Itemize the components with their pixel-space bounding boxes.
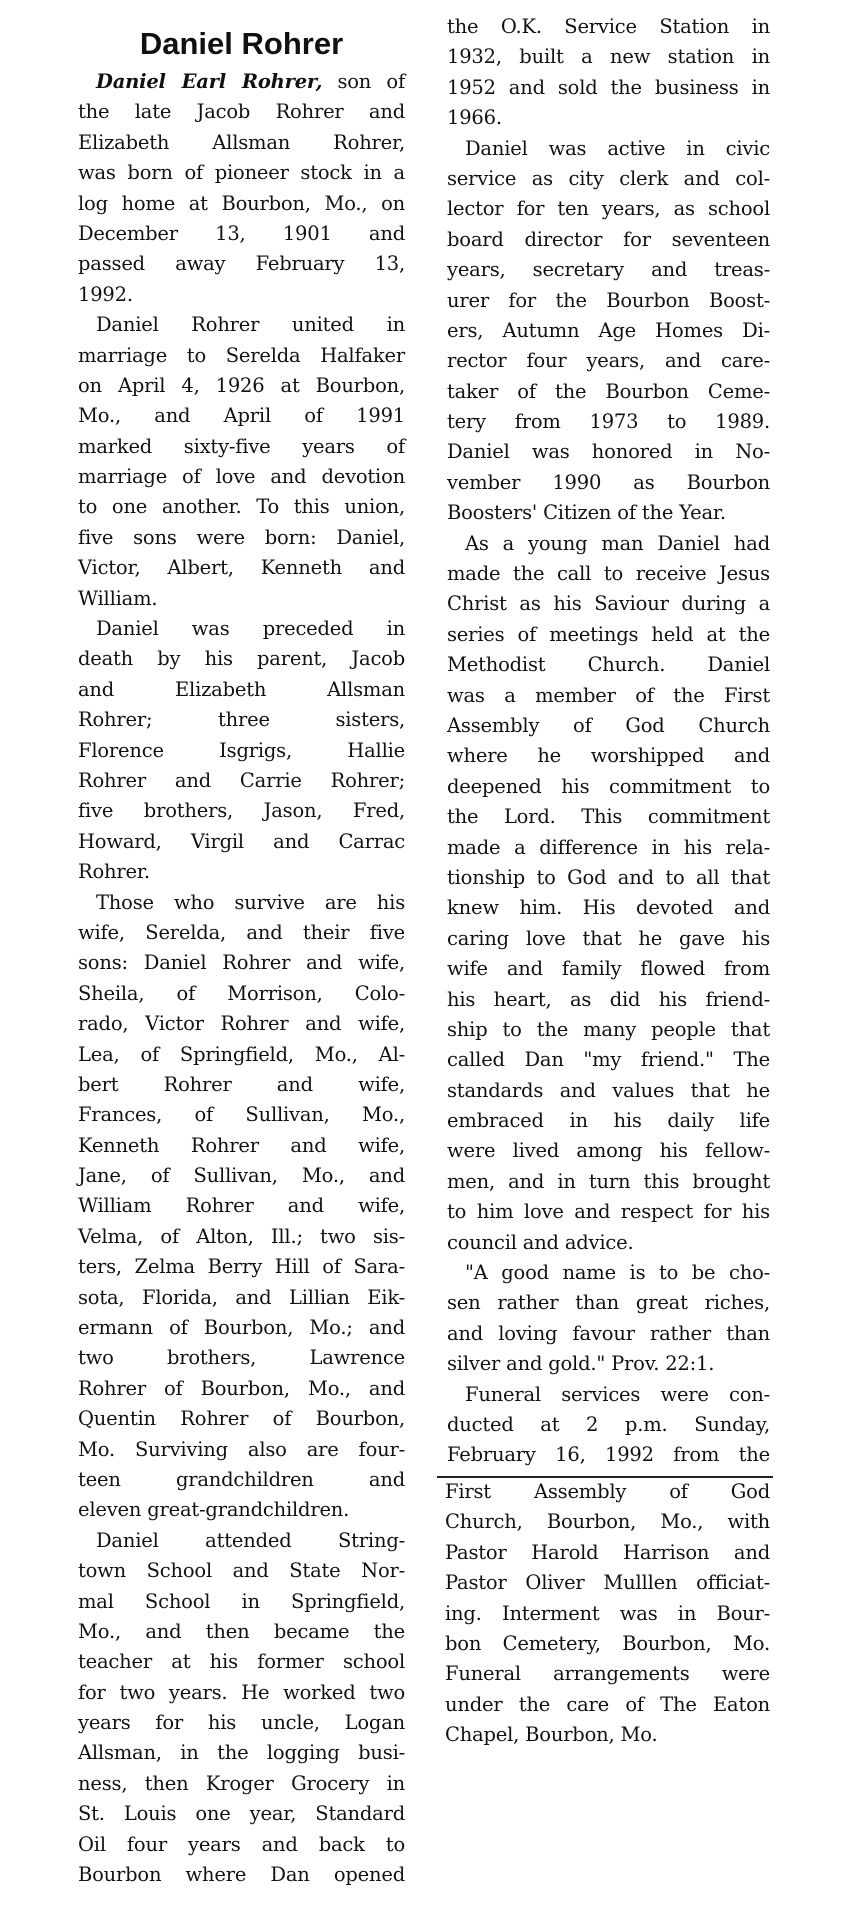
text-line: Velma, of Alton, Ill.; two sis- <box>78 1224 405 1248</box>
text-line: under the care of The Eaton <box>445 1692 770 1716</box>
text-line: lector for ten years, as school <box>447 197 770 221</box>
text-line: and loving favour rather than <box>447 1321 770 1345</box>
paragraph <box>78 1526 405 1891</box>
paragraph <box>447 12 770 134</box>
text-line: Mo. Surviving also are four- <box>78 1437 405 1461</box>
text-line: log home at Bourbon, Mo., on <box>78 191 405 215</box>
text-line: the Lord. This commitment <box>447 805 770 829</box>
text-line: Daniel attended String- <box>96 1528 405 1552</box>
text-line: bert Rohrer and wife, <box>78 1072 405 1096</box>
text-line: December 13, 1901 and <box>78 221 405 245</box>
text-line: Rohrer; three sisters, <box>78 708 405 732</box>
text-line: Funeral arrangements were <box>445 1662 770 1686</box>
text-line: tionship to God and to all that <box>447 865 770 889</box>
text-line: urer for the Bourbon Boost- <box>447 288 770 312</box>
paragraph <box>78 888 405 1526</box>
text-line: ship to the many people that <box>447 1017 770 1041</box>
text-line: silver and gold." Prov. 22:1. <box>447 1352 715 1376</box>
paragraph <box>78 614 405 888</box>
text-line: men, and in turn this brought <box>447 1169 770 1193</box>
text-line: rector four years, and care- <box>447 349 770 373</box>
text-line: Methodist Church. Daniel <box>447 653 770 677</box>
text-line: Victor, Albert, Kenneth and <box>78 556 405 580</box>
text-line: eleven great-grandchildren. <box>78 1498 350 1522</box>
text-line: standards and values that he <box>447 1078 770 1102</box>
text-line: the O.K. Service Station in <box>447 15 770 38</box>
text-line: ness, then Kroger Grocery in <box>78 1771 405 1795</box>
text-line: years for his uncle, Logan <box>78 1711 405 1735</box>
text-line: Daniel was honored in No- <box>447 440 770 464</box>
text-line: ducted at 2 p.m. Sunday, <box>447 1412 770 1436</box>
text-line: town School and State Nor- <box>78 1559 405 1583</box>
text-line: series of meetings held at the <box>447 622 770 646</box>
text-line: Frances, of Sullivan, Mo., <box>78 1103 405 1127</box>
text-line: Daniel Rohrer united in <box>96 313 405 337</box>
text-line: Oil four years and back to <box>78 1832 405 1856</box>
text-line: caring love that he gave his <box>447 926 770 950</box>
text-line: Rohrer and Carrie Rohrer; <box>78 768 405 792</box>
paragraph <box>447 1380 770 1471</box>
text-line: teacher at his former school <box>78 1650 405 1674</box>
text-line: tery from 1973 to 1989. <box>447 410 770 434</box>
paragraph <box>445 1477 770 1751</box>
text-line: ing. Interment was in Bour- <box>445 1601 770 1625</box>
text-line: 1952 and sold the business in <box>447 75 770 99</box>
text-line: wife and family flowed from <box>447 957 770 981</box>
text-line: Daniel was preceded in <box>96 617 405 641</box>
text-line: ters, Zelma Berry Hill of Sara- <box>78 1255 405 1279</box>
text-line: five brothers, Jason, Fred, <box>78 799 405 823</box>
text-line: taker of the Bourbon Ceme- <box>447 379 770 403</box>
text-line: was a member of the First <box>447 683 770 707</box>
text-line: Sheila, of Morrison, Colo- <box>78 981 405 1005</box>
paragraph <box>447 529 770 1258</box>
text-line: Chapel, Bourbon, Mo. <box>445 1723 658 1747</box>
text-line <box>78 67 405 97</box>
obituary-title: Daniel Rohrer <box>139 26 344 61</box>
text-line: vember 1990 as Bourbon <box>447 470 770 494</box>
text-line: years, secretary and treas- <box>447 258 770 282</box>
text-line: deepened his commitment to <box>447 774 770 798</box>
text-line: rado, Victor Rohrer and wife, <box>78 1012 405 1036</box>
text-line: was born of pioneer stock in a <box>78 161 405 185</box>
text-line: five sons were born: Daniel, <box>78 525 405 549</box>
text-line: Funeral services were con- <box>465 1382 770 1406</box>
text-line: Pastor Harold Harrison and <box>445 1540 770 1564</box>
text-line: ermann of Bourbon, Mo.; and <box>78 1316 405 1340</box>
text-line: First Assembly of God <box>445 1480 770 1503</box>
text-line: council and advice. <box>447 1230 634 1254</box>
text-line: ers, Autumn Age Homes Di- <box>447 318 770 342</box>
text-line: Kenneth Rohrer and wife, <box>78 1133 405 1157</box>
text-line: sota, Florida, and Lillian Eik- <box>78 1285 405 1309</box>
text-line: to him love and respect for his <box>447 1200 770 1224</box>
text-line: 1932, built a new station in <box>447 45 770 69</box>
text-line: wife, Serelda, and their five <box>78 920 405 944</box>
right-column-continued <box>445 1477 770 1751</box>
text-line: Bourbon where Dan opened <box>78 1863 405 1887</box>
text-line: 1966. <box>447 106 502 130</box>
text-line: death by his parent, Jacob <box>78 647 405 671</box>
text-line: Rohrer of Bourbon, Mo., and <box>78 1376 405 1400</box>
text-line: Pastor Oliver Mulllen officiat- <box>445 1571 770 1595</box>
text-line: marriage of love and devotion <box>78 465 405 489</box>
text-line: passed away February 13, <box>78 252 405 276</box>
text-line: marked sixty-five years of <box>78 434 405 458</box>
text-line: and Elizabeth Allsman <box>78 677 405 701</box>
text-line: sen rather than great riches, <box>447 1291 770 1315</box>
text-line: were lived among his fellow- <box>447 1139 770 1163</box>
text-line: two brothers, Lawrence <box>78 1346 405 1370</box>
text-line: board director for seventeen <box>447 227 770 251</box>
text-line: the late Jacob Rohrer and <box>78 100 405 124</box>
text-line: Howard, Virgil and Carrac <box>78 829 405 853</box>
right-column <box>447 12 770 1471</box>
left-column <box>78 67 405 1890</box>
text-line: Church, Bourbon, Mo., with <box>445 1510 770 1534</box>
text-line: Florence Isgrigs, Hallie <box>78 738 405 762</box>
text-line: on April 4, 1926 at Bourbon, <box>78 373 405 397</box>
text-line: Daniel was active in civic <box>465 136 770 160</box>
text-line: marriage to Serelda Halfaker <box>78 343 405 367</box>
text-line: Those who survive are his <box>96 890 405 914</box>
text-line: Allsman, in the logging busi- <box>78 1741 405 1765</box>
paragraph <box>78 310 405 614</box>
text-line: embraced in his daily life <box>447 1109 770 1133</box>
text-line: February 16, 1992 from the <box>447 1443 770 1467</box>
text-line: sons: Daniel Rohrer and wife, <box>78 951 405 975</box>
text-line: 1992. <box>78 282 133 306</box>
text-line: service as city clerk and col- <box>447 166 770 190</box>
text-line: Assembly of God Church <box>447 713 770 737</box>
text-line: Christ as his Saviour during a <box>447 592 770 616</box>
lead-name: Daniel Earl Rohrer, <box>96 70 323 93</box>
text-line: Mo., and then became the <box>78 1619 405 1643</box>
text-line: Lea, of Springfield, Mo., Al- <box>78 1042 405 1066</box>
text-line: As a young man Daniel had <box>465 531 770 555</box>
text-line: made the call to receive Jesus <box>447 562 770 586</box>
text-line: bon Cemetery, Bourbon, Mo. <box>445 1631 770 1655</box>
text-line: Elizabeth Allsman Rohrer, <box>78 130 405 154</box>
text-line: mal School in Springfield, <box>78 1589 405 1613</box>
text-line: where he worshipped and <box>447 744 770 768</box>
text-line: Mo., and April of 1991 <box>78 404 405 428</box>
text-line: William Rohrer and wife, <box>78 1194 405 1218</box>
text-line: Boosters' Citizen of the Year. <box>447 501 726 525</box>
paragraph <box>447 134 770 529</box>
text-line: for two years. He worked two <box>78 1680 405 1704</box>
lead-rest: son of <box>322 70 405 93</box>
text-line: his heart, as did his friend- <box>447 987 770 1011</box>
text-line: made a difference in his rela- <box>447 835 770 859</box>
text-line: teen grandchildren and <box>78 1467 405 1491</box>
text-line: Quentin Rohrer of Bourbon, <box>78 1407 405 1431</box>
text-line: "A good name is to be cho- <box>465 1261 770 1285</box>
text-line: called Dan "my friend." The <box>447 1048 770 1072</box>
text-line: to one another. To this union, <box>78 495 405 519</box>
text-line: William. <box>78 586 158 610</box>
paragraph <box>447 1258 770 1380</box>
paragraph <box>78 67 405 310</box>
text-line: St. Louis one year, Standard <box>78 1802 405 1826</box>
text-line: knew him. His devoted and <box>447 896 770 920</box>
text-line: Jane, of Sullivan, Mo., and <box>78 1164 405 1188</box>
text-line: Rohrer. <box>78 860 150 884</box>
